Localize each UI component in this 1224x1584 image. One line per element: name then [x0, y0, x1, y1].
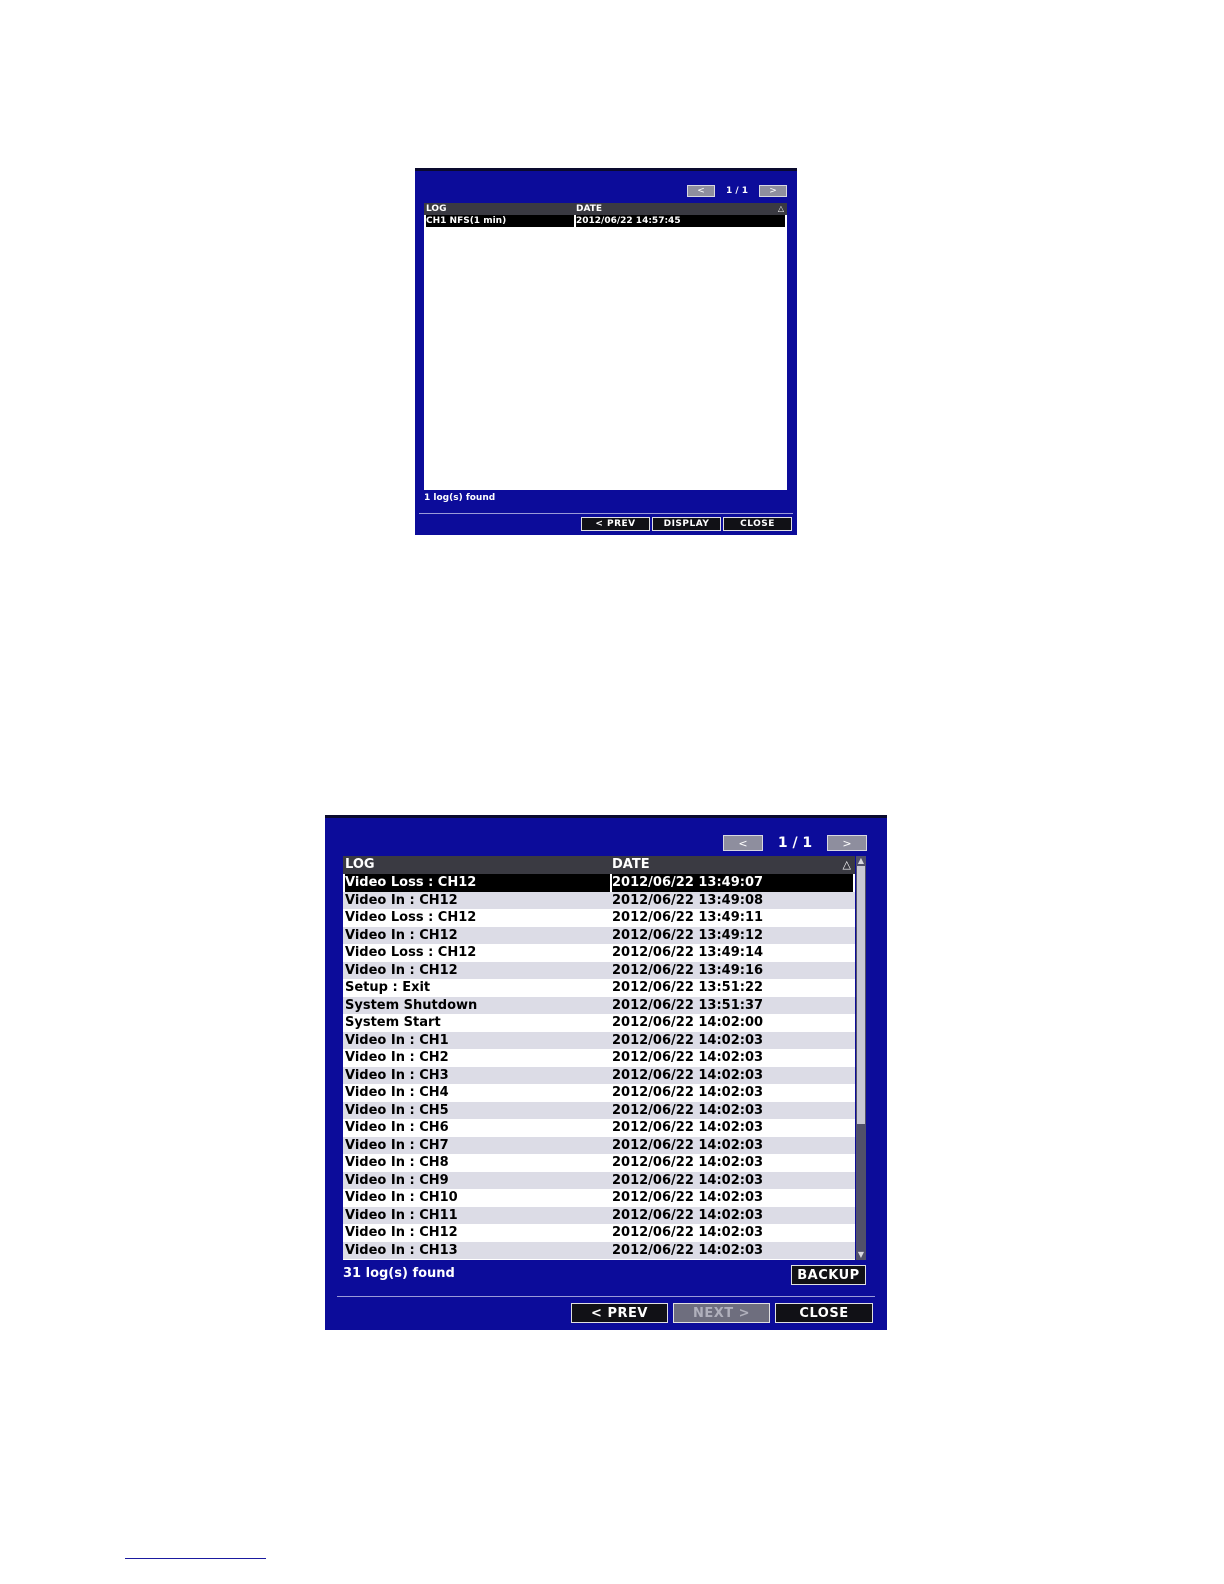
date-cell: 2012/06/22 14:02:03: [612, 1137, 764, 1153]
table-row[interactable]: [343, 997, 855, 1015]
table-header: [343, 856, 855, 874]
log-rows: [424, 215, 787, 227]
date-cell: 2012/06/22 14:02:03: [612, 1085, 764, 1100]
date-cell: 2012/06/22 14:02:03: [612, 1102, 764, 1118]
next-arrow-icon: >: [842, 836, 852, 850]
log-cell: System Start: [345, 1015, 441, 1030]
log-cell: Video In : CH3: [345, 1067, 449, 1083]
log-dialog-large: [325, 815, 887, 1330]
scroll-up-icon[interactable]: ▲: [857, 856, 865, 865]
page-indicator: 1 / 1: [725, 186, 749, 196]
log-cell: Video In : CH11: [345, 1207, 458, 1223]
date-cell: 2012/06/22 14:02:03: [612, 1155, 764, 1170]
log-cell: Video Loss : CH12: [345, 874, 610, 892]
table-header: [424, 203, 787, 215]
display-button[interactable]: DISPLAY: [652, 517, 721, 531]
log-cell: Video In : CH8: [345, 1155, 449, 1170]
log-cell: Video In : CH13: [345, 1242, 458, 1258]
prev-button[interactable]: < PREV: [581, 517, 650, 531]
date-cell: 2012/06/22 14:02:03: [612, 1050, 764, 1065]
table-row[interactable]: [343, 1102, 855, 1120]
date-cell: 2012/06/22 13:49:12: [612, 927, 764, 943]
log-cell: Video In : CH7: [345, 1137, 449, 1153]
log-column-header[interactable]: LOG: [426, 204, 447, 214]
date-cell: 2012/06/22 13:49:14: [612, 945, 764, 960]
scroll-down-icon[interactable]: ▼: [857, 1250, 865, 1259]
log-cell: Video In : CH2: [345, 1050, 449, 1065]
close-button[interactable]: CLOSE: [775, 1303, 873, 1323]
table-row[interactable]: [343, 944, 855, 962]
prev-arrow-icon: <: [738, 836, 748, 850]
date-cell: 2012/06/22 13:49:08: [612, 892, 764, 908]
log-table: [424, 203, 787, 490]
log-cell: Video In : CH12: [345, 962, 458, 978]
log-cell: Video In : CH12: [345, 927, 458, 943]
sort-icon[interactable]: △: [842, 858, 851, 871]
log-cell: Video Loss : CH12: [345, 910, 477, 925]
log-count: 31 log(s) found: [343, 1266, 455, 1281]
close-button[interactable]: CLOSE: [723, 517, 792, 531]
divider: [337, 1296, 875, 1297]
date-column-header[interactable]: DATE: [612, 857, 650, 872]
page-next-button[interactable]: [827, 835, 867, 851]
table-row[interactable]: [343, 1032, 855, 1050]
page-prev-button[interactable]: [687, 185, 715, 197]
prev-arrow-icon: <: [697, 186, 705, 196]
table-row[interactable]: [343, 1137, 855, 1155]
date-cell: 2012/06/22 13:49:07: [612, 874, 853, 892]
log-rows: [343, 874, 855, 1259]
log-cell: Video In : CH12: [345, 1225, 458, 1240]
date-cell: 2012/06/22 14:02:03: [612, 1032, 764, 1048]
table-row[interactable]: [343, 1172, 855, 1190]
table-row[interactable]: [343, 1207, 855, 1225]
divider: [419, 513, 793, 514]
log-count: 1 log(s) found: [424, 493, 496, 503]
log-cell: Video In : CH1: [345, 1032, 449, 1048]
date-cell: 2012/06/22 14:02:03: [612, 1207, 764, 1223]
log-cell: Video In : CH10: [345, 1190, 458, 1205]
page-next-button[interactable]: [759, 185, 787, 197]
scrollbar-thumb[interactable]: [857, 866, 865, 1124]
table-row[interactable]: [343, 1049, 855, 1067]
table-row[interactable]: [424, 215, 787, 227]
date-column-header[interactable]: DATE: [576, 204, 603, 214]
log-cell: System Shutdown: [345, 997, 478, 1013]
table-row[interactable]: [343, 1189, 855, 1207]
table-row[interactable]: [343, 1067, 855, 1085]
table-row[interactable]: [343, 962, 855, 980]
log-column-header[interactable]: LOG: [345, 857, 375, 872]
scrollbar[interactable]: [856, 856, 866, 1260]
sort-icon[interactable]: △: [777, 204, 784, 213]
date-cell: 2012/06/22 14:02:03: [612, 1190, 764, 1205]
log-cell: Video In : CH9: [345, 1172, 449, 1188]
date-cell: 2012/06/22 14:02:03: [612, 1120, 764, 1135]
page-prev-button[interactable]: [723, 835, 763, 851]
table-row[interactable]: [343, 909, 855, 927]
pager: [723, 835, 867, 851]
date-cell: 2012/06/22 14:02:03: [612, 1242, 764, 1258]
table-row[interactable]: [343, 1242, 855, 1260]
date-cell: 2012/06/22 13:49:16: [612, 962, 764, 978]
page-indicator: 1 / 1: [777, 835, 813, 851]
log-cell: Video In : CH12: [345, 892, 458, 908]
footnote-rule: [125, 1558, 266, 1559]
date-cell: 2012/06/22 14:57:45: [576, 215, 785, 227]
log-cell: Video Loss : CH12: [345, 945, 477, 960]
log-table: [343, 856, 855, 1260]
date-cell: 2012/06/22 13:49:11: [612, 910, 764, 925]
table-row[interactable]: [343, 979, 855, 997]
log-cell: Video In : CH5: [345, 1102, 449, 1118]
date-cell: 2012/06/22 13:51:37: [612, 997, 764, 1013]
log-cell: Video In : CH4: [345, 1085, 449, 1100]
pager: [687, 185, 787, 197]
table-row[interactable]: [343, 1119, 855, 1137]
table-row[interactable]: [343, 1154, 855, 1172]
date-cell: 2012/06/22 14:02:00: [612, 1015, 764, 1030]
table-row[interactable]: [343, 927, 855, 945]
table-row[interactable]: [343, 1014, 855, 1032]
log-cell: Setup : Exit: [345, 980, 431, 995]
next-arrow-icon: >: [769, 186, 777, 196]
table-row[interactable]: [343, 1224, 855, 1242]
log-cell: Video In : CH6: [345, 1120, 449, 1135]
log-dialog-small: [415, 168, 797, 535]
log-cell: CH1 NFS(1 min): [426, 215, 574, 227]
next-button[interactable]: NEXT >: [673, 1303, 770, 1323]
prev-button[interactable]: < PREV: [571, 1303, 668, 1323]
table-row[interactable]: [343, 892, 855, 910]
backup-button[interactable]: BACKUP: [791, 1265, 866, 1285]
table-row[interactable]: [343, 1084, 855, 1102]
date-cell: 2012/06/22 14:02:03: [612, 1172, 764, 1188]
date-cell: 2012/06/22 14:02:03: [612, 1225, 764, 1240]
table-row[interactable]: [343, 874, 855, 892]
date-cell: 2012/06/22 14:02:03: [612, 1067, 764, 1083]
date-cell: 2012/06/22 13:51:22: [612, 980, 764, 995]
